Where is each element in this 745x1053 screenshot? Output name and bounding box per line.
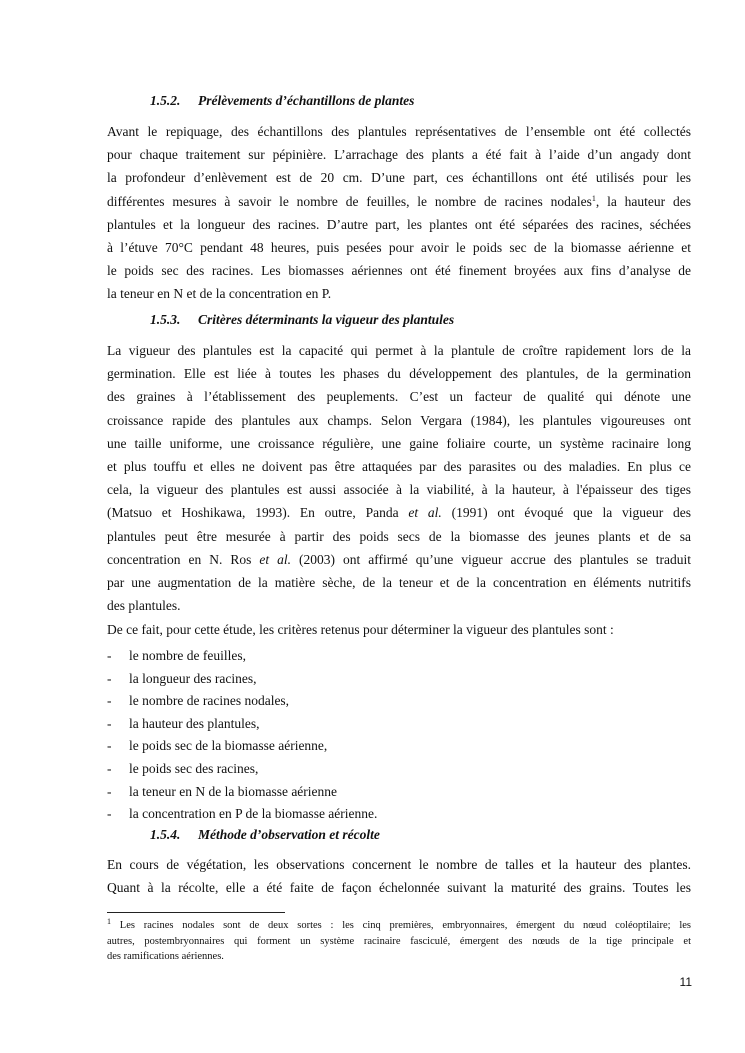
section-title: Prélèvements d’échantillons de plantes — [198, 93, 415, 108]
list-item-text: le poids sec des racines, — [129, 760, 259, 776]
text-line — [107, 190, 691, 213]
text-line: une taille uniforme, une croissance régulière, une gaine foliaire courte, un système racinaire long — [107, 435, 691, 451]
text-line: plantules peut être mesurée à partir des poids secs de la biomasse des jeunes plants et de sa — [107, 528, 691, 544]
text-line: des graines à l’établissement des peuplements. C’est un facteur de qualité qui dénote une — [107, 389, 691, 405]
text-line: La vigueur des plantules est la capacité qui permet à la plantule de croître rapidement lors de la — [107, 343, 691, 358]
list-item — [107, 647, 377, 670]
section-heading-1-5-4 — [150, 826, 380, 844]
bullet-dash: - — [107, 760, 112, 776]
list-item-text: la teneur en N de la biomasse aérienne — [129, 783, 338, 799]
text-line: En cours de végétation, les observations concernent le nombre de talles et la hauteur des plantes. — [107, 857, 691, 872]
list-item — [107, 760, 377, 783]
bullet-dash: - — [107, 670, 112, 686]
paragraph-vigueur — [107, 339, 691, 617]
bullet-dash: - — [107, 783, 112, 799]
paragraph-prelevements — [107, 120, 691, 306]
text-line: pour chaque traitement sur pépinière. L’arrachage des plants a été fait à l’aide d’un angady dont — [107, 147, 691, 163]
text-line — [107, 548, 691, 571]
footnote-line: des ramifications aériennes. — [107, 951, 224, 962]
bullet-dash: - — [107, 738, 112, 754]
bullet-dash: - — [107, 806, 112, 822]
text-line: cela, la vigueur des plantules est aussi associée à la viabilité, à la hauteur, à l'épaisseur des tiges — [107, 482, 691, 498]
section-heading-1-5-3 — [150, 311, 454, 329]
text-line: la profondeur d’enlèvement est de 20 cm. D’une part, ces échantillons ont été utilisés pour les — [107, 170, 691, 186]
footnote-line: autres, postembryonnaires qui forment un système racinaire fasciculé, émergent des nœuds de la tige principale et — [107, 935, 691, 947]
footnote-reference[interactable]: 1 — [591, 193, 596, 203]
text-fragment: (1991) ont évoqué que la vigueur des — [441, 505, 692, 521]
text-fragment: (Matsuo et Hoshikawa, 1993). En outre, Panda — [107, 505, 409, 521]
criteria-list — [107, 647, 377, 828]
list-item — [107, 715, 377, 738]
text-line: la teneur en N et de la concentration en P. — [107, 286, 332, 302]
text-line: croissance rapide des plantules aux champs. Selon Vergara (1984), les plantules vigoureuses ont — [107, 412, 691, 428]
text-line: à l’étuve 70°C pendant 48 heures, puis pesées pour avoir le poids sec de la biomasse aérienne et — [107, 239, 691, 255]
paragraph-observation — [107, 853, 691, 899]
list-item — [107, 670, 377, 693]
text-line: De ce fait, pour cette étude, les critères retenus pour déterminer la vigueur des plantules sont : — [107, 622, 614, 637]
list-item — [107, 805, 377, 828]
footnote-line — [107, 918, 691, 934]
list-item — [107, 692, 377, 715]
section-number: 1.5.2. — [150, 93, 181, 108]
text-line — [107, 501, 691, 524]
text-fragment: , la hauteur des — [595, 193, 692, 209]
list-item-text: la concentration en P de la biomasse aérienne. — [129, 806, 378, 822]
footnote-marker: 1 — [107, 917, 111, 926]
text-fragment: concentration en N. Ros — [107, 551, 260, 567]
list-item-text: le poids sec de la biomasse aérienne, — [129, 738, 328, 754]
text-fragment: (2003) ont affirmé qu’une vigueur accrue des plantules se traduit — [291, 551, 692, 567]
text-line: germination. Elle est liée à toutes les phases du développement des plantules, de la germination — [107, 366, 691, 382]
text-line: des plantules. — [107, 598, 181, 614]
list-item-text: la longueur des racines, — [129, 670, 257, 686]
text-line: par une augmentation de la matière sèche, de la teneur et de la concentration en éléments nutritifs — [107, 574, 691, 590]
bullet-dash: - — [107, 715, 112, 731]
footnote-text: Les racines nodales sont de deux sortes : les cinq premières, embryonnaires, émergent du nœud coléoptilaire; les — [111, 920, 691, 931]
italic-citation: et al. — [408, 505, 442, 521]
italic-citation: et al. — [259, 551, 292, 567]
text-line: le poids sec des racines. Les biomasses aériennes ont été finement broyées aux fins d’analyse de — [107, 263, 691, 279]
list-item — [107, 737, 377, 760]
footnote-separator — [107, 912, 285, 913]
text-fragment: différentes mesures à savoir le nombre de feuilles, le nombre de racines nodales — [107, 193, 592, 209]
list-item-text: la hauteur des plantules, — [129, 715, 260, 731]
text-line: Avant le repiquage, des échantillons des plantules représentatives de l’ensemble ont été collectés — [107, 124, 691, 139]
section-heading-1-5-2 — [150, 92, 414, 110]
section-title: Méthode d’observation et récolte — [198, 827, 380, 842]
criteria-intro — [107, 618, 691, 641]
list-item-text: le nombre de feuilles, — [129, 648, 246, 663]
list-item — [107, 783, 377, 806]
text-line: plantules et la longueur des racines. D’autre part, les plantes ont été séparées des racines, séchées — [107, 216, 691, 232]
page-number: 11 — [679, 975, 692, 989]
section-title: Critères déterminants la vigueur des plantules — [198, 312, 455, 327]
text-line: et plus touffu et elles ne doivent pas être attaquées par des parasites ou des maladies. En plus ce — [107, 458, 691, 474]
text-line: Quant à la récolte, elle a été faite de façon échelonnée suivant la maturité des grains. Toutes les — [107, 880, 691, 896]
section-number: 1.5.3. — [150, 312, 181, 327]
list-item-text: le nombre de racines nodales, — [129, 693, 290, 709]
bullet-dash: - — [107, 648, 112, 663]
section-number: 1.5.4. — [150, 827, 181, 842]
footnote — [107, 918, 691, 965]
bullet-dash: - — [107, 693, 112, 709]
